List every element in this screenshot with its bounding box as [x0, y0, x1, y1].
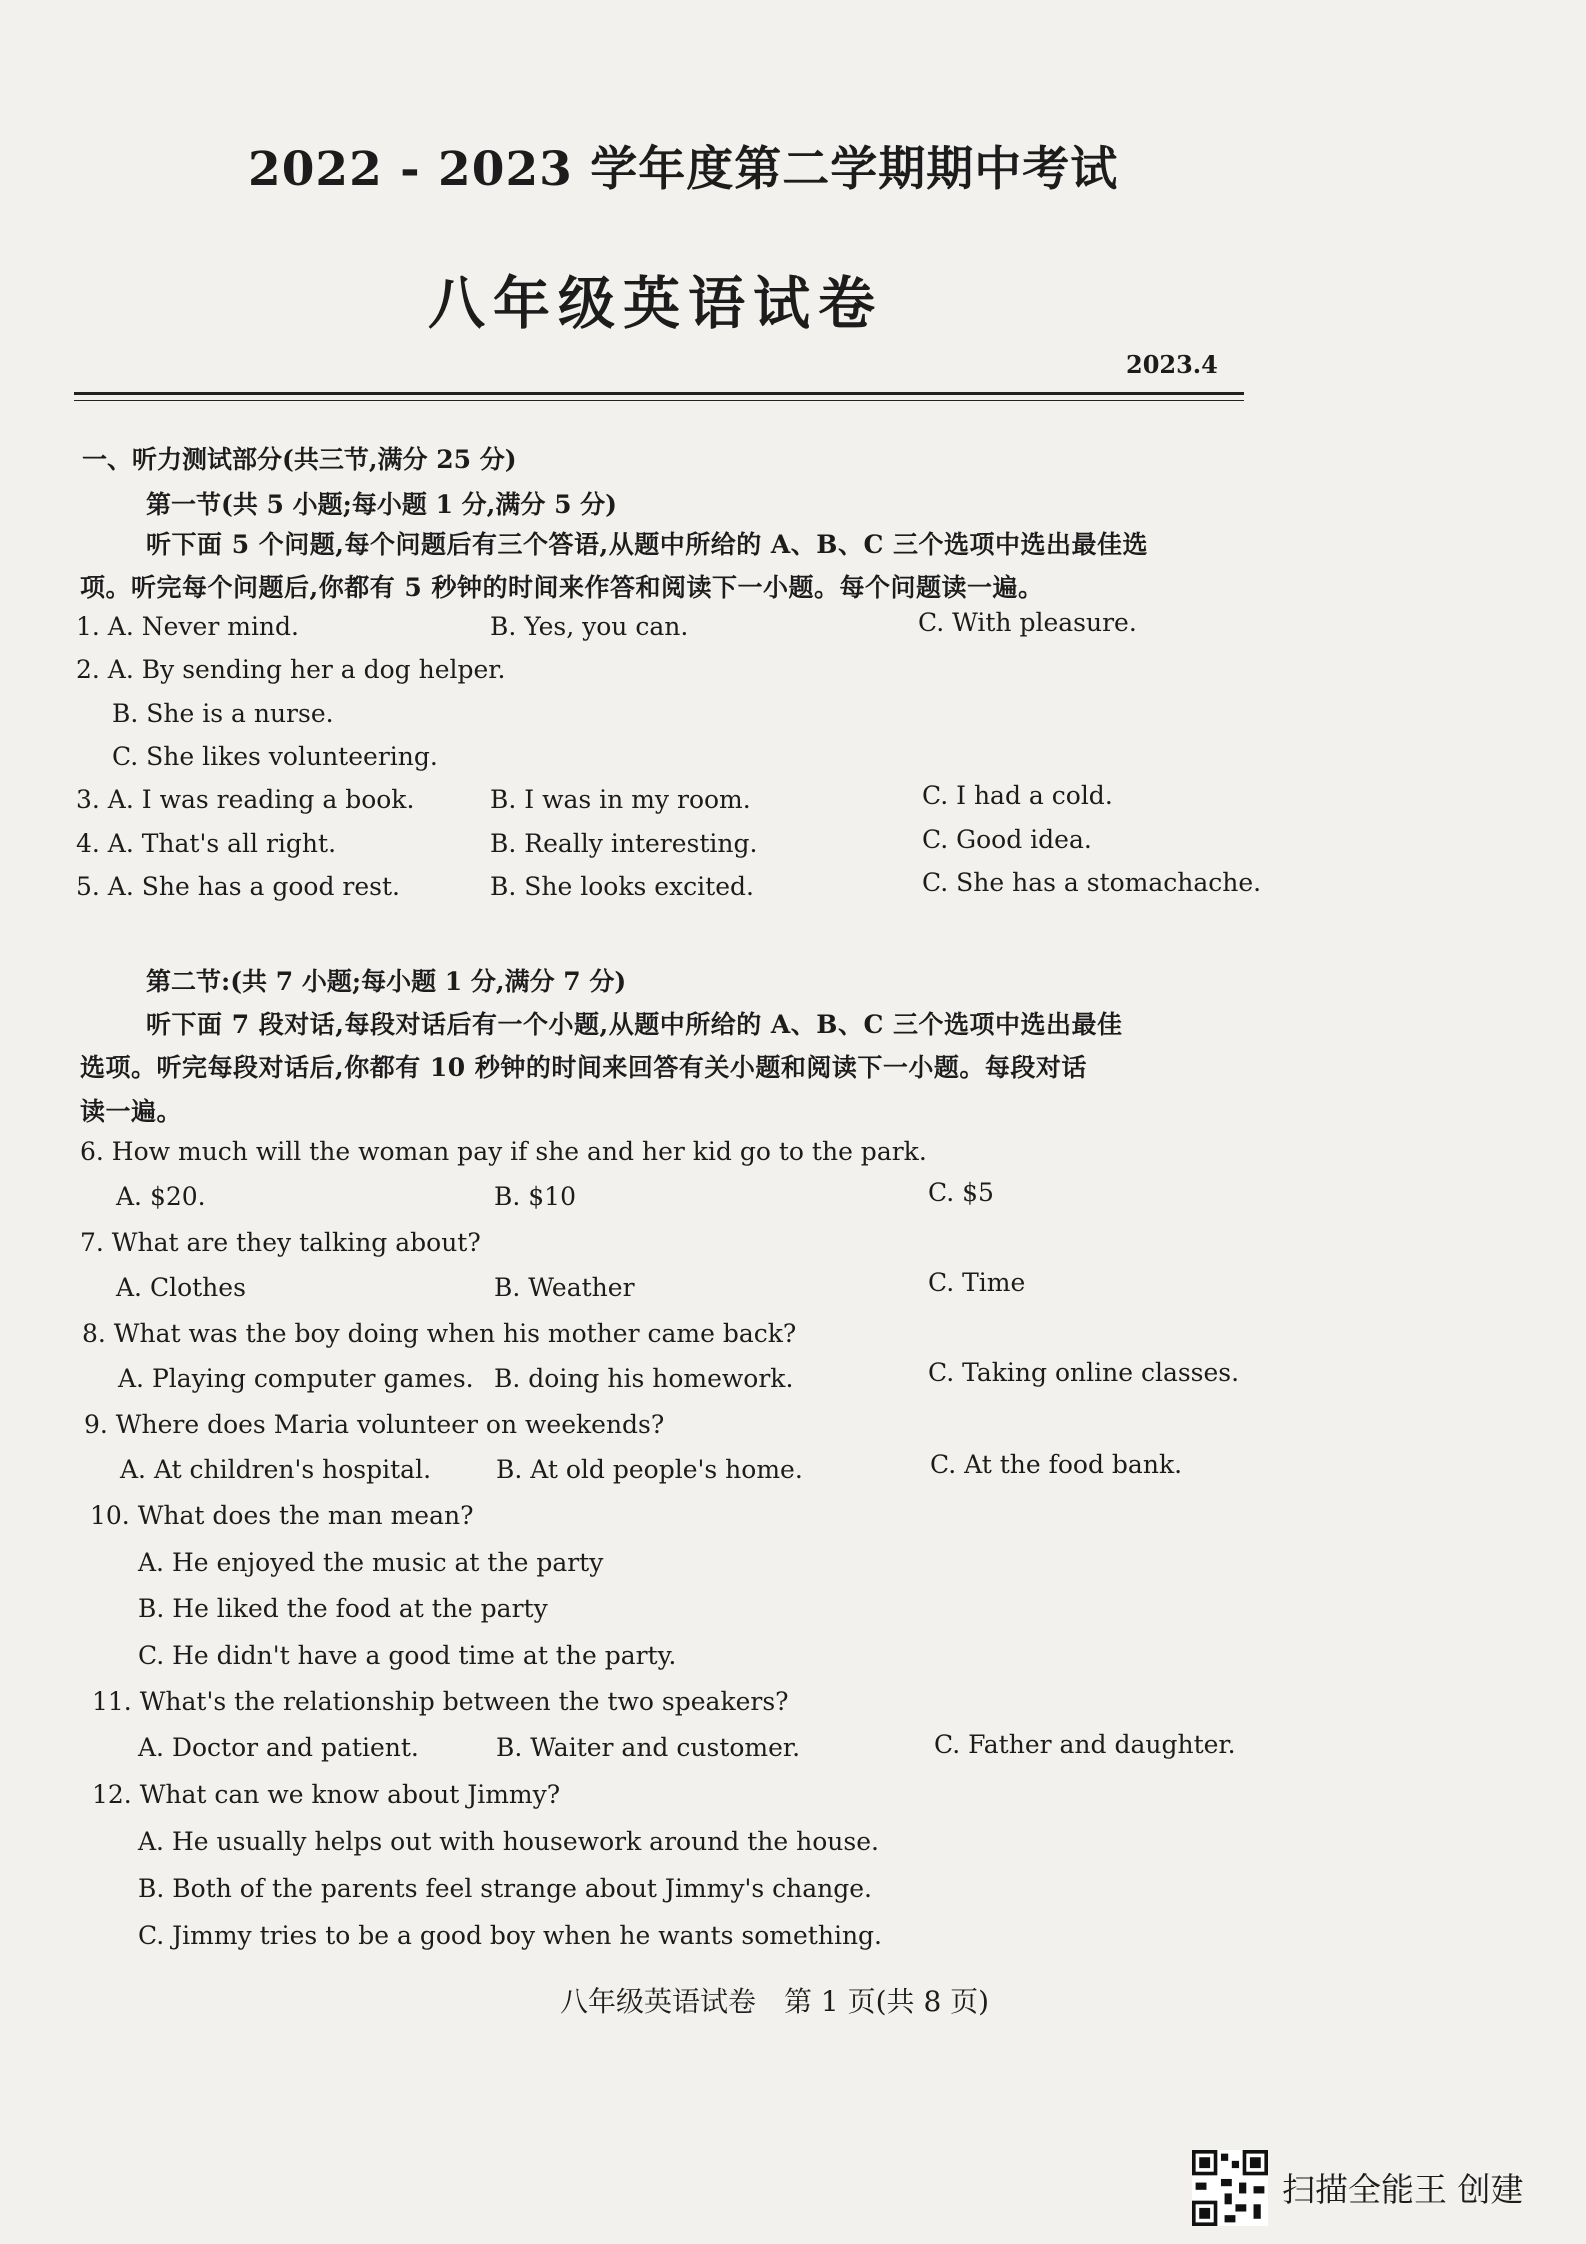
q12-option-c: C. Jimmy tries to be a good boy when he wants something. — [138, 1921, 883, 1950]
q2-option-a: 2. A. By sending her a dog helper. — [76, 655, 506, 684]
section1-heading: 第一节(共 5 小题;每小题 1 分,满分 5 分) — [146, 490, 617, 519]
q9-option-a: A. At children's hospital. — [120, 1455, 432, 1484]
qr-code-icon — [1192, 2150, 1268, 2226]
section1-instruction-line1: 听下面 5 个问题,每个问题后有三个答语,从题中所给的 A、B、C 三个选项中选出最佳选 — [146, 530, 1149, 559]
header-rule-thick — [74, 392, 1244, 395]
q12-option-a: A. He usually helps out with housework around the house. — [138, 1827, 879, 1856]
exam-date: 2023.4 — [1126, 350, 1218, 379]
q3-option-a: 3. A. I was reading a book. — [76, 785, 415, 814]
q2-option-c: C. She likes volunteering. — [112, 742, 438, 771]
section1-instruction-line2: 项。听完每个问题后,你都有 5 秒钟的时间来作答和阅读下一小题。每个问题读一遍。 — [80, 573, 1044, 602]
section2-instruction-line2: 选项。听完每段对话后,你都有 10 秒钟的时间来回答有关小题和阅读下一小题。每段对话 — [80, 1053, 1087, 1082]
q7-option-c: C. Time — [928, 1268, 1026, 1297]
part1-heading: 一、听力测试部分(共三节,满分 25 分) — [82, 445, 517, 474]
q6-option-b: B. $10 — [494, 1182, 576, 1211]
q6-option-c: C. $5 — [928, 1178, 994, 1207]
q2-option-b: B. She is a nurse. — [112, 699, 334, 728]
q10-option-a: A. He enjoyed the music at the party — [138, 1548, 604, 1577]
q10-stem: 10. What does the man mean? — [90, 1501, 474, 1530]
q12-stem: 12. What can we know about Jimmy? — [92, 1780, 561, 1809]
q3-option-c: C. I had a cold. — [922, 781, 1113, 810]
q10-option-b: B. He liked the food at the party — [138, 1594, 548, 1623]
q11-stem: 11. What's the relationship between the two speakers? — [92, 1687, 789, 1716]
q8-option-a: A. Playing computer games. — [118, 1364, 474, 1393]
q5-option-a: 5. A. She has a good rest. — [76, 872, 400, 901]
q10-option-c: C. He didn't have a good time at the party. — [138, 1641, 677, 1670]
q1-option-b: B. Yes, you can. — [490, 612, 689, 641]
q8-option-c: C. Taking online classes. — [928, 1358, 1240, 1387]
q9-stem: 9. Where does Maria volunteer on weekends? — [84, 1410, 665, 1439]
q5-option-b: B. She looks excited. — [490, 872, 754, 901]
q7-stem: 7. What are they talking about? — [80, 1228, 481, 1257]
q9-option-c: C. At the food bank. — [930, 1450, 1183, 1479]
section2-instruction-line1: 听下面 7 段对话,每段对话后有一个小题,从题中所给的 A、B、C 三个选项中选出最佳 — [146, 1010, 1123, 1039]
exam-title: 2022 - 2023 学年度第二学期期中考试 — [248, 142, 1119, 197]
q4-option-a: 4. A. That's all right. — [76, 829, 337, 858]
q8-option-b: B. doing his homework. — [494, 1364, 794, 1393]
q6-stem: 6. How much will the woman pay if she and her kid go to the park. — [80, 1137, 927, 1166]
q8-stem: 8. What was the boy doing when his mother came back? — [82, 1319, 797, 1348]
exam-subtitle: 八年级英语试卷 — [428, 270, 883, 337]
q11-option-a: A. Doctor and patient. — [138, 1733, 419, 1762]
q7-option-a: A. Clothes — [116, 1273, 246, 1302]
section2-instruction-line3: 读一遍。 — [80, 1097, 183, 1126]
q4-option-c: C. Good idea. — [922, 825, 1092, 854]
section2-heading: 第二节:(共 7 小题;每小题 1 分,满分 7 分) — [146, 967, 627, 996]
q1-option-a: 1. A. Never mind. — [76, 612, 299, 641]
scanner-watermark: 扫描全能王 创建 — [1282, 2170, 1524, 2209]
page-footer: 八年级英语试卷 第 1 页(共 8 页) — [560, 1985, 990, 2018]
q5-option-c: C. She has a stomachache. — [922, 868, 1262, 897]
q3-option-b: B. I was in my room. — [490, 785, 751, 814]
q11-option-b: B. Waiter and customer. — [496, 1733, 801, 1762]
header-rule-thin — [74, 400, 1244, 401]
q1-option-c: C. With pleasure. — [918, 608, 1137, 637]
q6-option-a: A. $20. — [116, 1182, 206, 1211]
q12-option-b: B. Both of the parents feel strange about Jimmy's change. — [138, 1874, 872, 1903]
q4-option-b: B. Really interesting. — [490, 829, 758, 858]
q9-option-b: B. At old people's home. — [496, 1455, 803, 1484]
q7-option-b: B. Weather — [494, 1273, 635, 1302]
q11-option-c: C. Father and daughter. — [934, 1730, 1236, 1759]
